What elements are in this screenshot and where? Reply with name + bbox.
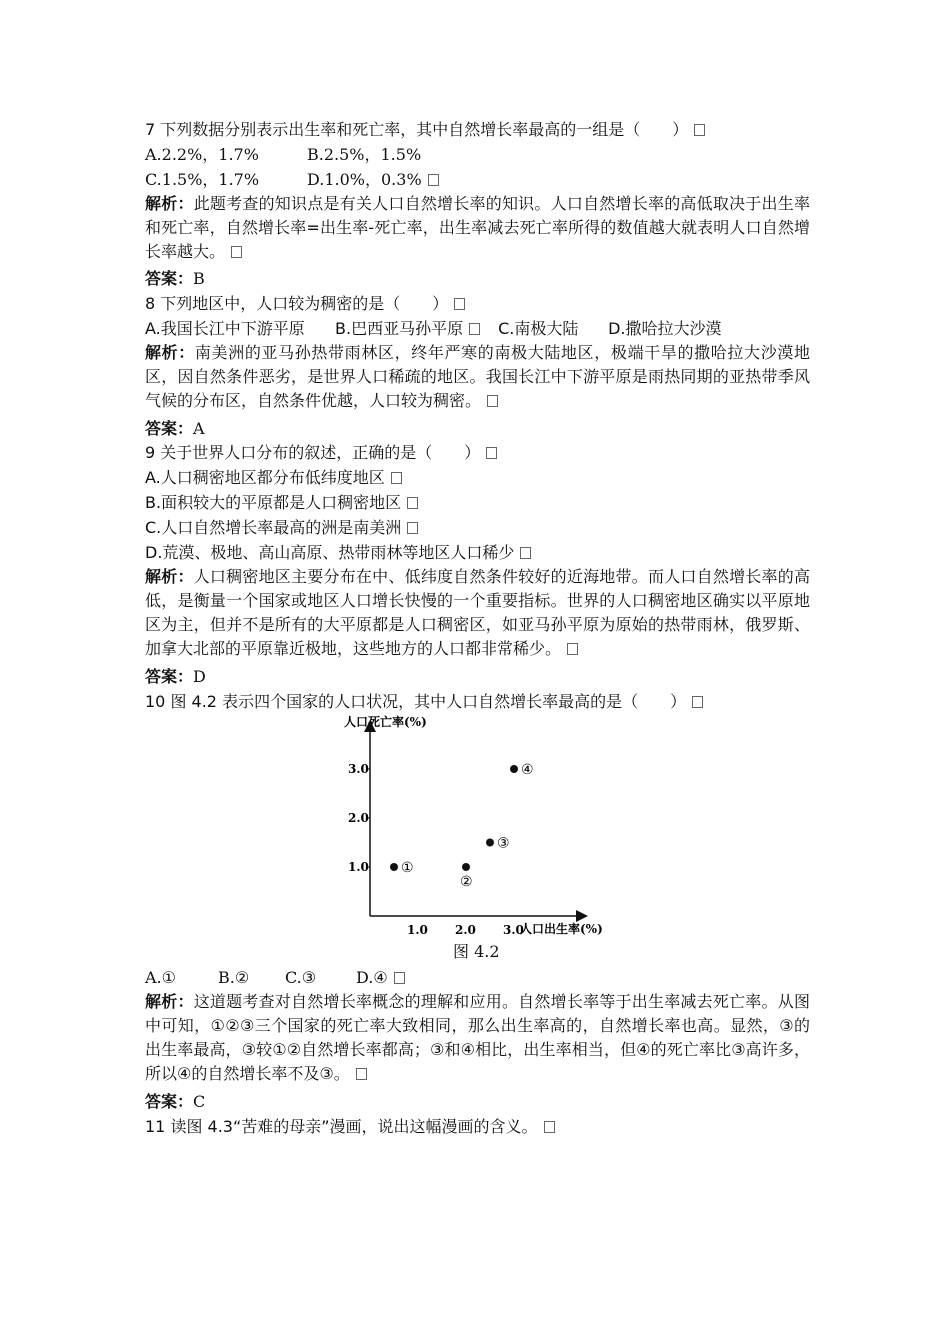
option-d: D.④	[356, 968, 388, 987]
option-b: B.面积较大的平原都是人口稠密地区	[145, 491, 418, 515]
question-11-stem: 11 读图 4.3“苦难的母亲”漫画，说出这幅漫画的含义。	[145, 1115, 555, 1139]
option-b: B.②	[218, 968, 250, 987]
option-d: D.1.0%，0.3%	[307, 170, 422, 189]
question-7-stem: 7 下列数据分别表示出生率和死亡率，其中自然增长率最高的一组是（ ）	[145, 118, 705, 142]
data-point-3	[486, 839, 494, 847]
x-tick-label: 3.0	[503, 923, 524, 937]
data-point-4	[510, 765, 518, 773]
data-point-label-2: ②	[460, 874, 473, 890]
question-9-answer: 答案：D	[145, 667, 206, 686]
x-tick-label: 1.0	[407, 923, 428, 937]
question-7-answer: 答案：B	[145, 269, 205, 288]
question-10-options	[145, 966, 405, 990]
question-7-options-row-1	[145, 143, 421, 167]
question-9-analysis: 解析：人口稠密地区主要分布在中、低纬度自然条件较好的近海地带。而人口自然增长率的高低，是衡量一个国家或地区人口增长快慢的一个重要指标。世界的人口稠密地区确实以平原地区为主，但并不是所有的大平原都是人口稠密区，如亚马孙平原为原始的热带雨林，俄罗斯、加拿大北部的平原靠近极地，这些地方的人口都非常稀少。	[145, 567, 810, 658]
x-axis-label: 人口出生率(%)	[520, 922, 603, 936]
option-a: A.2.2%，1.7%	[145, 145, 259, 164]
question-8-answer: 答案：A	[145, 419, 205, 438]
y-tick-label: 1.0	[348, 860, 369, 874]
data-point-2	[462, 863, 470, 871]
y-tick-label: 2.0	[348, 811, 369, 825]
figure-4-2-scatter-chart	[320, 708, 620, 943]
option-a: A.①	[145, 968, 176, 987]
figure-caption: 图 4.2	[453, 942, 500, 961]
option-a: A.我国长江中下游平原	[145, 319, 305, 338]
option-b: B.2.5%，1.5%	[307, 145, 422, 164]
question-7-analysis: 解析：此题考查的知识点是有关人口自然增长率的知识。人口自然增长率的高低取决于出生率和死亡率，自然增长率=出生率-死亡率，出生率减去死亡率所得的数值越大就表明人口自然增长率越大。	[145, 194, 810, 261]
x-tick-label: 2.0	[455, 923, 476, 937]
data-point-label-3: ③	[497, 835, 510, 852]
option-c: C.1.5%，1.7%	[145, 170, 260, 189]
option-d: D.荒漠、极地、高山高原、热带雨林等地区人口稀少	[145, 541, 531, 565]
option-c: C.人口自然增长率最高的洲是南美洲	[145, 516, 418, 540]
question-10-analysis: 解析：这道题考查对自然增长率概念的理解和应用。自然增长率等于出生率减去死亡率。从图中可知，①②③三个国家的死亡率大致相同，那么出生率高的，自然增长率也高。显然，③的出生率最高，③较①②自然增长率都高；③和④相比，出生率相当，但④的死亡率比③高许多，所以④的自然增长率不及③。	[145, 992, 810, 1083]
question-10-answer: 答案：C	[145, 1092, 206, 1111]
data-point-label-1: ①	[401, 860, 414, 876]
option-c: C.③	[285, 968, 317, 987]
y-axis-label: 人口死亡率(%)	[344, 715, 427, 729]
option-d: D.撒哈拉大沙漠	[608, 319, 722, 338]
option-a: A.人口稠密地区都分布低纬度地区	[145, 466, 402, 490]
y-tick-label: 3.0	[348, 762, 369, 776]
data-point-label-4: ④	[521, 762, 534, 778]
data-point-1	[390, 863, 398, 871]
option-b: B.巴西亚马孙平原	[335, 319, 464, 338]
option-c: C.南极大陆	[498, 319, 579, 338]
question-10-stem: 10 图 4.2 表示四个国家的人口状况，其中人口自然增长率最高的是（ ）	[145, 690, 703, 714]
question-8-analysis: 解析：南美洲的亚马孙热带雨林区，终年严寒的南极大陆地区，极端干旱的撒哈拉大沙漠地区，因自然条件恶劣，是世界人口稀疏的地区。我国长江中下游平原是雨热同期的亚热带季风气候的分布区，自然条件优越，人口较为稠密。	[145, 343, 810, 410]
question-8-options	[145, 317, 722, 341]
question-9-stem: 9 关于世界人口分布的叙述，正确的是（ ）	[145, 441, 497, 465]
question-7-options-row-2	[145, 168, 439, 192]
question-8-stem: 8 下列地区中，人口较为稠密的是（ ）	[145, 292, 465, 316]
